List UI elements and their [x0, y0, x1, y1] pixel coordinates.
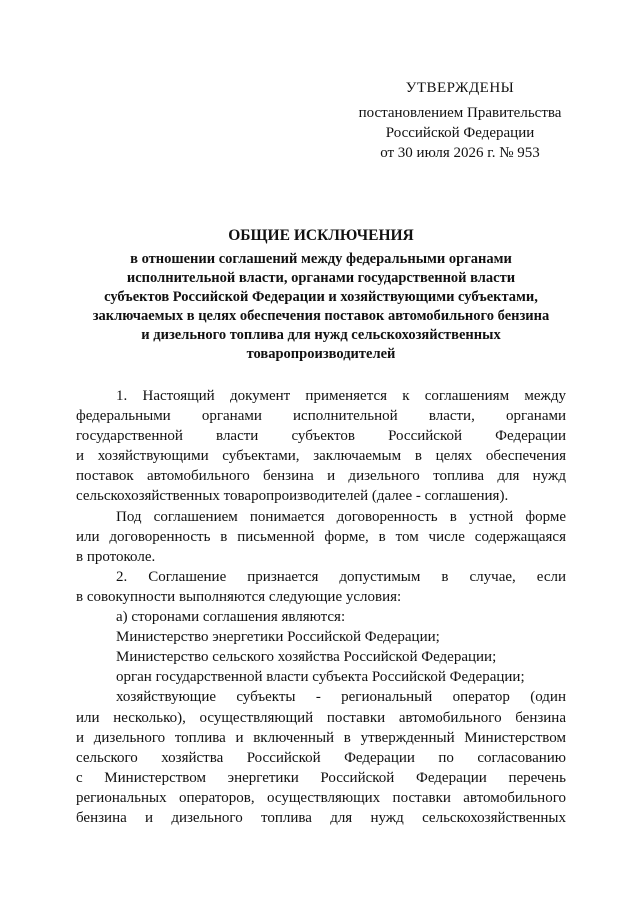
document-subtitle-line: и дизельного топлива для нужд сельскохозяйственных: [141, 327, 501, 343]
body-text-line: региональных операторов, осуществляющих поставки автомобильного: [76, 789, 566, 806]
approval-heading: УТВЕРЖДЕНЫ: [405, 80, 515, 96]
body-text-line: поставок автомобильного бензина и дизельного топлива для нужд: [76, 468, 566, 485]
approval-stamp: [340, 78, 580, 163]
document-body: [76, 386, 566, 828]
body-text-line: бензина и дизельного топлива для нужд сельскохозяйственных: [76, 809, 566, 826]
document-subtitle-line: субъектов Российской Федерации и хозяйствующими субъектами,: [104, 289, 538, 305]
approval-line-2: Российской Федерации: [385, 125, 535, 141]
document-subtitle-line: в отношении соглашений между федеральными органами: [130, 251, 512, 267]
body-text-line: сельскохозяйственных товаропроизводителей (далее - соглашения).: [76, 488, 509, 505]
document-subtitle-line: исполнительной власти, органами государственной власти: [126, 270, 516, 286]
body-text-line: государственной власти субъектов Российской Федерации: [76, 428, 566, 445]
approval-date-line: от 30 июля 2026 г. № 953: [380, 145, 540, 161]
body-text-line: хозяйствующие субъекты - региональный оператор (один: [116, 689, 566, 706]
body-text-line: 1. Настоящий документ применяется к соглашениям между: [116, 388, 566, 404]
body-text-line: Министерство энергетики Российской Федерации;: [116, 629, 440, 646]
body-text-line: или договоренность в письменной форме, в том числе содержащаяся: [76, 528, 566, 545]
body-text-line: или несколько), осуществляющий поставки автомобильного бензина: [76, 709, 566, 726]
body-text-line: и хозяйствующими субъектами, заключаемым в целях обеспечения: [76, 448, 566, 465]
body-text-line: в протоколе.: [76, 548, 156, 565]
body-text-line: и дизельного топлива и включенный в утвержденный Министерством: [76, 729, 566, 746]
body-text-line: с Министерством энергетики Российской Федерации перечень: [76, 769, 566, 786]
body-text-line: Под соглашением понимается договоренность в устной форме: [116, 508, 566, 525]
approval-line-1: постановлением Правительства: [358, 105, 562, 121]
body-text-line: а) сторонами соглашения являются:: [116, 609, 346, 626]
document-title-block: [64, 226, 578, 364]
body-text-line: сельского хозяйства Российской Федерации по согласованию: [76, 749, 566, 766]
document-subtitle-line: товаропроизводителей: [246, 346, 396, 362]
document-subtitle-line: заключаемых в целях обеспечения поставок автомобильного бензина: [92, 308, 550, 324]
body-text-line: федеральными органами исполнительной власти, органами: [76, 408, 566, 425]
body-text-line: в совокупности выполняются следующие условия:: [76, 588, 402, 605]
body-text-line: орган государственной власти субъекта Российской Федерации;: [116, 669, 525, 686]
document-title: ОБЩИЕ ИСКЛЮЧЕНИЯ: [228, 227, 414, 244]
body-text-line: 2. Соглашение признается допустимым в случае, если: [116, 568, 566, 585]
body-text-line: Министерство сельского хозяйства Российской Федерации;: [116, 649, 497, 666]
